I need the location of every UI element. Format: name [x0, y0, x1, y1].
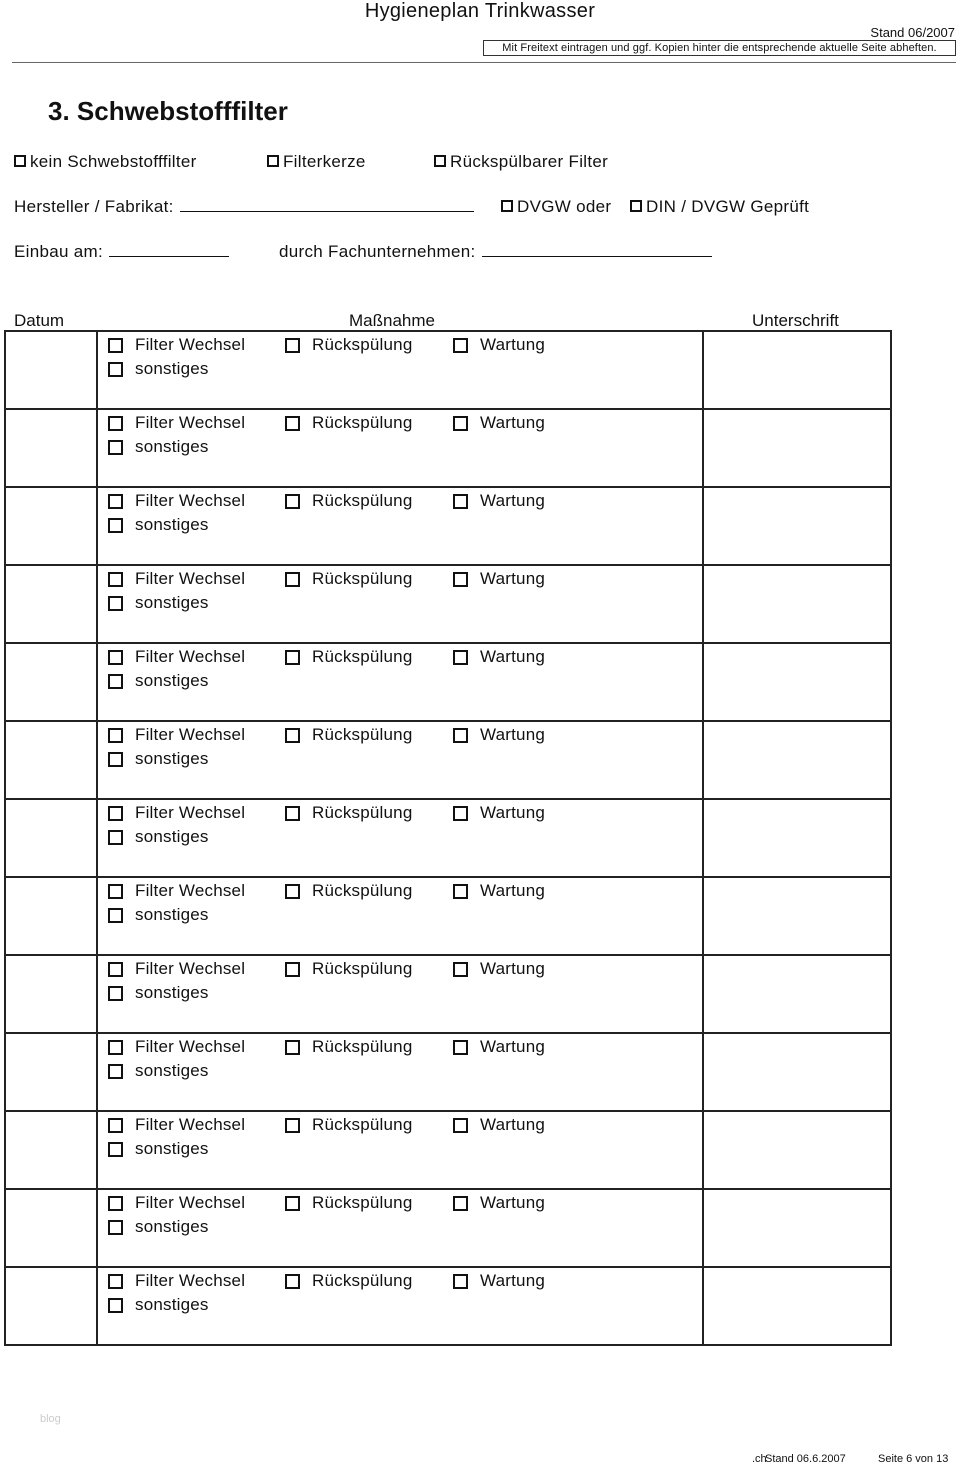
signature-cell[interactable]	[703, 409, 891, 487]
opt-maintenance[interactable]	[480, 1037, 545, 1057]
opt-other-label: sonstiges	[135, 827, 209, 846]
header-date: Datum	[14, 311, 65, 330]
footer-page: Seite 6 von 13	[878, 1453, 949, 1465]
checkbox-icon[interactable]	[453, 884, 468, 899]
opt-filter[interactable]	[135, 491, 245, 511]
checkbox-icon[interactable]	[453, 1040, 468, 1055]
opt-maintenance[interactable]	[480, 647, 545, 667]
action-cell	[97, 565, 703, 643]
opt-flush[interactable]	[312, 803, 412, 823]
checkbox-icon[interactable]	[108, 884, 123, 899]
date-cell[interactable]	[5, 799, 97, 877]
date-cell[interactable]	[5, 1111, 97, 1189]
opt-flush-label: Rückspülung	[312, 335, 413, 354]
opt-maintenance-label: Wartung	[480, 1193, 546, 1212]
log-table	[4, 330, 892, 1346]
manufacturer-row	[14, 197, 474, 217]
opt-other-label: sonstiges	[135, 983, 209, 1002]
checkbox-icon[interactable]	[453, 1118, 468, 1133]
opt-other[interactable]	[135, 905, 209, 925]
checkbox-icon[interactable]	[108, 1274, 123, 1289]
checkbox-icon[interactable]	[108, 752, 123, 767]
company-field[interactable]	[482, 242, 712, 257]
checkbox-icon[interactable]	[453, 1196, 468, 1211]
checkbox-icon[interactable]	[453, 962, 468, 977]
opt-other[interactable]	[135, 359, 209, 379]
opt-other-label: sonstiges	[135, 749, 209, 768]
opt-flush[interactable]	[312, 959, 412, 979]
opt-other[interactable]	[135, 983, 209, 1003]
opt-filter-label: Filter Wechsel	[135, 803, 246, 822]
opt-other-label: sonstiges	[135, 905, 209, 924]
section-title: 3. Schwebstofffilter	[48, 96, 288, 126]
action-cell	[97, 1267, 703, 1345]
opt-other[interactable]	[135, 1217, 209, 1237]
opt-filter[interactable]	[135, 1037, 245, 1057]
date-cell[interactable]	[5, 643, 97, 721]
opt-maintenance[interactable]	[480, 569, 545, 589]
opt-filter[interactable]	[135, 881, 245, 901]
checkbox-icon[interactable]	[285, 494, 300, 509]
checkbox-icon[interactable]	[108, 1040, 123, 1055]
dvgw-option[interactable]	[501, 197, 611, 217]
checkbox-icon[interactable]	[285, 962, 300, 977]
opt-flush[interactable]	[312, 1115, 412, 1135]
opt-maintenance[interactable]	[480, 803, 545, 823]
checkbox-icon[interactable]	[453, 1274, 468, 1289]
opt-maintenance-label: Wartung	[480, 335, 546, 354]
date-cell[interactable]	[5, 1033, 97, 1111]
checkbox-icon[interactable]	[453, 416, 468, 431]
opt-flush-label: Rückspülung	[312, 959, 413, 978]
signature-cell[interactable]	[703, 799, 891, 877]
opt-flush[interactable]	[312, 1193, 412, 1213]
opt-maintenance[interactable]	[480, 725, 545, 745]
notice-box: Mit Freitext eintragen und ggf. Kopien hinter die entsprechende aktuelle Seite abheften.	[483, 40, 956, 56]
opt-maintenance[interactable]	[480, 335, 545, 355]
opt-flush[interactable]	[312, 413, 412, 433]
checkbox-icon[interactable]	[285, 416, 300, 431]
opt-filter-label: Filter Wechsel	[135, 335, 246, 354]
checkbox-icon[interactable]	[108, 728, 123, 743]
checkbox-icon[interactable]	[285, 728, 300, 743]
opt-other-label: sonstiges	[135, 1295, 209, 1314]
signature-cell[interactable]	[703, 487, 891, 565]
opt-other-label: sonstiges	[135, 1061, 209, 1080]
signature-cell[interactable]	[703, 1267, 891, 1345]
checkbox-icon[interactable]	[108, 1064, 123, 1079]
checkbox-icon[interactable]	[108, 362, 123, 377]
manufacturer-label: Hersteller / Fabrikat:	[14, 197, 174, 216]
opt-filter[interactable]	[135, 413, 245, 433]
opt-other[interactable]	[135, 1139, 209, 1159]
opt-filter[interactable]	[135, 1271, 245, 1291]
table-row	[5, 721, 891, 799]
checkbox-icon[interactable]	[108, 596, 123, 611]
header-action: Maßnahme	[349, 311, 435, 330]
opt-other[interactable]	[135, 827, 209, 847]
signature-cell[interactable]	[703, 1033, 891, 1111]
opt-filter[interactable]	[135, 569, 245, 589]
opt-maintenance[interactable]	[480, 959, 545, 979]
header-rule	[12, 62, 956, 63]
header-signature: Unterschrift	[752, 311, 839, 330]
opt-filter-label: Filter Wechsel	[135, 1193, 246, 1212]
table-row	[5, 487, 891, 565]
opt-other-label: sonstiges	[135, 359, 209, 378]
opt-maintenance-label: Wartung	[480, 725, 546, 744]
opt-maintenance-label: Wartung	[480, 569, 546, 588]
checkbox-icon[interactable]	[108, 1220, 123, 1235]
checkbox-icon[interactable]	[108, 908, 123, 923]
checkbox-icon[interactable]	[285, 1196, 300, 1211]
table-row	[5, 1033, 891, 1111]
table-row	[5, 643, 891, 721]
opt-filter-label: Filter Wechsel	[135, 1115, 246, 1134]
checkbox-icon[interactable]	[285, 1118, 300, 1133]
option-backflush-label: Rückspülbarer Filter	[450, 152, 609, 171]
manufacturer-field[interactable]	[180, 197, 474, 212]
checkbox-icon[interactable]	[434, 155, 446, 167]
footer-stand: Stand 06.6.2007	[765, 1453, 846, 1465]
action-cell	[97, 643, 703, 721]
opt-flush-label: Rückspülung	[312, 1271, 413, 1290]
opt-maintenance-label: Wartung	[480, 491, 546, 510]
date-cell[interactable]	[5, 877, 97, 955]
opt-other-label: sonstiges	[135, 593, 209, 612]
opt-other-label: sonstiges	[135, 515, 209, 534]
checkbox-icon[interactable]	[453, 338, 468, 353]
table-row	[5, 955, 891, 1033]
opt-flush-label: Rückspülung	[312, 1037, 413, 1056]
checkbox-icon[interactable]	[453, 494, 468, 509]
table-row	[5, 565, 891, 643]
checkbox-icon[interactable]	[108, 572, 123, 587]
table-row	[5, 1189, 891, 1267]
opt-filter-label: Filter Wechsel	[135, 1271, 246, 1290]
table-row	[5, 877, 891, 955]
opt-flush[interactable]	[312, 881, 412, 901]
date-cell[interactable]	[5, 409, 97, 487]
watermark: blog	[40, 1413, 61, 1425]
option-none-label: kein Schwebstofffilter	[30, 152, 197, 171]
checkbox-icon[interactable]	[108, 806, 123, 821]
action-cell	[97, 955, 703, 1033]
opt-flush-label: Rückspülung	[312, 881, 413, 900]
page-title: Hygieneplan Trinkwasser	[364, 0, 596, 22]
opt-filter[interactable]	[135, 803, 245, 823]
opt-filter-label: Filter Wechsel	[135, 569, 246, 588]
opt-maintenance-label: Wartung	[480, 1271, 546, 1290]
stand-date: Stand 06/2007	[870, 25, 955, 40]
opt-other[interactable]	[135, 437, 209, 457]
checkbox-icon[interactable]	[108, 338, 123, 353]
checkbox-icon[interactable]	[285, 884, 300, 899]
company-row	[279, 242, 712, 262]
action-cell	[97, 1033, 703, 1111]
opt-filter-label: Filter Wechsel	[135, 413, 246, 432]
date-cell[interactable]	[5, 955, 97, 1033]
checkbox-icon[interactable]	[285, 572, 300, 587]
date-cell[interactable]	[5, 721, 97, 799]
opt-flush-label: Rückspülung	[312, 569, 413, 588]
checkbox-icon[interactable]	[453, 728, 468, 743]
checkbox-icon[interactable]	[108, 518, 123, 533]
checkbox-icon[interactable]	[108, 440, 123, 455]
checkbox-icon[interactable]	[108, 416, 123, 431]
opt-filter[interactable]	[135, 725, 245, 745]
option-backflush[interactable]	[434, 152, 608, 172]
checkbox-icon[interactable]	[285, 650, 300, 665]
table-row	[5, 331, 891, 409]
din-label: DIN / DVGW Geprüft	[646, 197, 810, 216]
opt-maintenance[interactable]	[480, 1193, 545, 1213]
table-row	[5, 409, 891, 487]
checkbox-icon[interactable]	[285, 1274, 300, 1289]
signature-cell[interactable]	[703, 331, 891, 409]
opt-maintenance[interactable]	[480, 491, 545, 511]
table-row	[5, 1111, 891, 1189]
dvgw-label: DVGW oder	[517, 197, 612, 216]
opt-flush[interactable]	[312, 647, 412, 667]
action-cell	[97, 409, 703, 487]
company-label: durch Fachunternehmen:	[279, 242, 476, 261]
opt-flush[interactable]	[312, 1037, 412, 1057]
signature-cell[interactable]	[703, 877, 891, 955]
opt-maintenance-label: Wartung	[480, 881, 546, 900]
checkbox-icon[interactable]	[108, 1118, 123, 1133]
opt-filter-label: Filter Wechsel	[135, 725, 246, 744]
opt-maintenance[interactable]	[480, 1115, 545, 1135]
opt-maintenance[interactable]	[480, 1271, 545, 1291]
action-cell	[97, 799, 703, 877]
opt-flush-label: Rückspülung	[312, 647, 413, 666]
signature-cell[interactable]	[703, 1111, 891, 1189]
footer-prefix: .ch	[752, 1453, 767, 1465]
opt-flush[interactable]	[312, 491, 412, 511]
checkbox-icon[interactable]	[285, 338, 300, 353]
opt-flush-label: Rückspülung	[312, 803, 413, 822]
opt-flush-label: Rückspülung	[312, 491, 413, 510]
opt-other[interactable]	[135, 1061, 209, 1081]
signature-cell[interactable]	[703, 643, 891, 721]
opt-other-label: sonstiges	[135, 1139, 209, 1158]
signature-cell[interactable]	[703, 955, 891, 1033]
action-cell	[97, 721, 703, 799]
opt-maintenance[interactable]	[480, 413, 545, 433]
checkbox-icon[interactable]	[108, 986, 123, 1001]
checkbox-icon[interactable]	[108, 1142, 123, 1157]
checkbox-icon[interactable]	[108, 494, 123, 509]
opt-flush-label: Rückspülung	[312, 1115, 413, 1134]
opt-filter-label: Filter Wechsel	[135, 647, 246, 666]
opt-filter[interactable]	[135, 335, 245, 355]
opt-maintenance-label: Wartung	[480, 413, 546, 432]
date-cell[interactable]	[5, 565, 97, 643]
installation-label: Einbau am:	[14, 242, 103, 261]
opt-maintenance-label: Wartung	[480, 647, 546, 666]
checkbox-icon[interactable]	[501, 200, 513, 212]
checkbox-icon[interactable]	[108, 962, 123, 977]
date-cell[interactable]	[5, 487, 97, 565]
opt-filter-label: Filter Wechsel	[135, 881, 246, 900]
signature-cell[interactable]	[703, 565, 891, 643]
checkbox-icon[interactable]	[108, 674, 123, 689]
table-row	[5, 799, 891, 877]
date-cell[interactable]	[5, 331, 97, 409]
action-cell	[97, 877, 703, 955]
opt-other[interactable]	[135, 593, 209, 613]
checkbox-icon[interactable]	[285, 1040, 300, 1055]
opt-other[interactable]	[135, 671, 209, 691]
opt-filter[interactable]	[135, 959, 245, 979]
signature-cell[interactable]	[703, 721, 891, 799]
opt-filter-label: Filter Wechsel	[135, 959, 246, 978]
opt-other[interactable]	[135, 749, 209, 769]
checkbox-icon[interactable]	[453, 806, 468, 821]
opt-filter[interactable]	[135, 1115, 245, 1135]
checkbox-icon[interactable]	[285, 806, 300, 821]
table-row	[5, 1267, 891, 1345]
opt-flush[interactable]	[312, 1271, 412, 1291]
opt-maintenance[interactable]	[480, 881, 545, 901]
opt-other-label: sonstiges	[135, 1217, 209, 1236]
opt-filter-label: Filter Wechsel	[135, 491, 246, 510]
date-cell[interactable]	[5, 1267, 97, 1345]
signature-cell[interactable]	[703, 1189, 891, 1267]
option-cartridge-label: Filterkerze	[283, 152, 366, 171]
date-cell[interactable]	[5, 1189, 97, 1267]
checkbox-icon[interactable]	[108, 830, 123, 845]
opt-other[interactable]	[135, 1295, 209, 1315]
opt-maintenance-label: Wartung	[480, 1115, 546, 1134]
installation-row	[14, 242, 229, 262]
din-option[interactable]	[630, 197, 809, 217]
action-cell	[97, 331, 703, 409]
opt-flush[interactable]	[312, 335, 412, 355]
action-cell	[97, 487, 703, 565]
opt-flush-label: Rückspülung	[312, 1193, 413, 1212]
checkbox-icon[interactable]	[453, 572, 468, 587]
opt-flush[interactable]	[312, 569, 412, 589]
installation-date-field[interactable]	[109, 242, 229, 257]
action-cell	[97, 1111, 703, 1189]
action-cell	[97, 1189, 703, 1267]
opt-filter-label: Filter Wechsel	[135, 1037, 246, 1056]
option-none[interactable]	[14, 152, 197, 172]
checkbox-icon[interactable]	[14, 155, 26, 167]
option-cartridge[interactable]	[267, 152, 366, 172]
opt-other-label: sonstiges	[135, 671, 209, 690]
opt-maintenance-label: Wartung	[480, 1037, 546, 1056]
opt-flush-label: Rückspülung	[312, 413, 413, 432]
opt-maintenance-label: Wartung	[480, 803, 546, 822]
checkbox-icon[interactable]	[108, 1298, 123, 1313]
checkbox-icon[interactable]	[630, 200, 642, 212]
opt-filter[interactable]	[135, 647, 245, 667]
opt-flush-label: Rückspülung	[312, 725, 413, 744]
checkbox-icon[interactable]	[267, 155, 279, 167]
opt-filter[interactable]	[135, 1193, 245, 1213]
opt-maintenance-label: Wartung	[480, 959, 546, 978]
checkbox-icon[interactable]	[453, 650, 468, 665]
opt-flush[interactable]	[312, 725, 412, 745]
opt-other[interactable]	[135, 515, 209, 535]
checkbox-icon[interactable]	[108, 1196, 123, 1211]
checkbox-icon[interactable]	[108, 650, 123, 665]
opt-other-label: sonstiges	[135, 437, 209, 456]
